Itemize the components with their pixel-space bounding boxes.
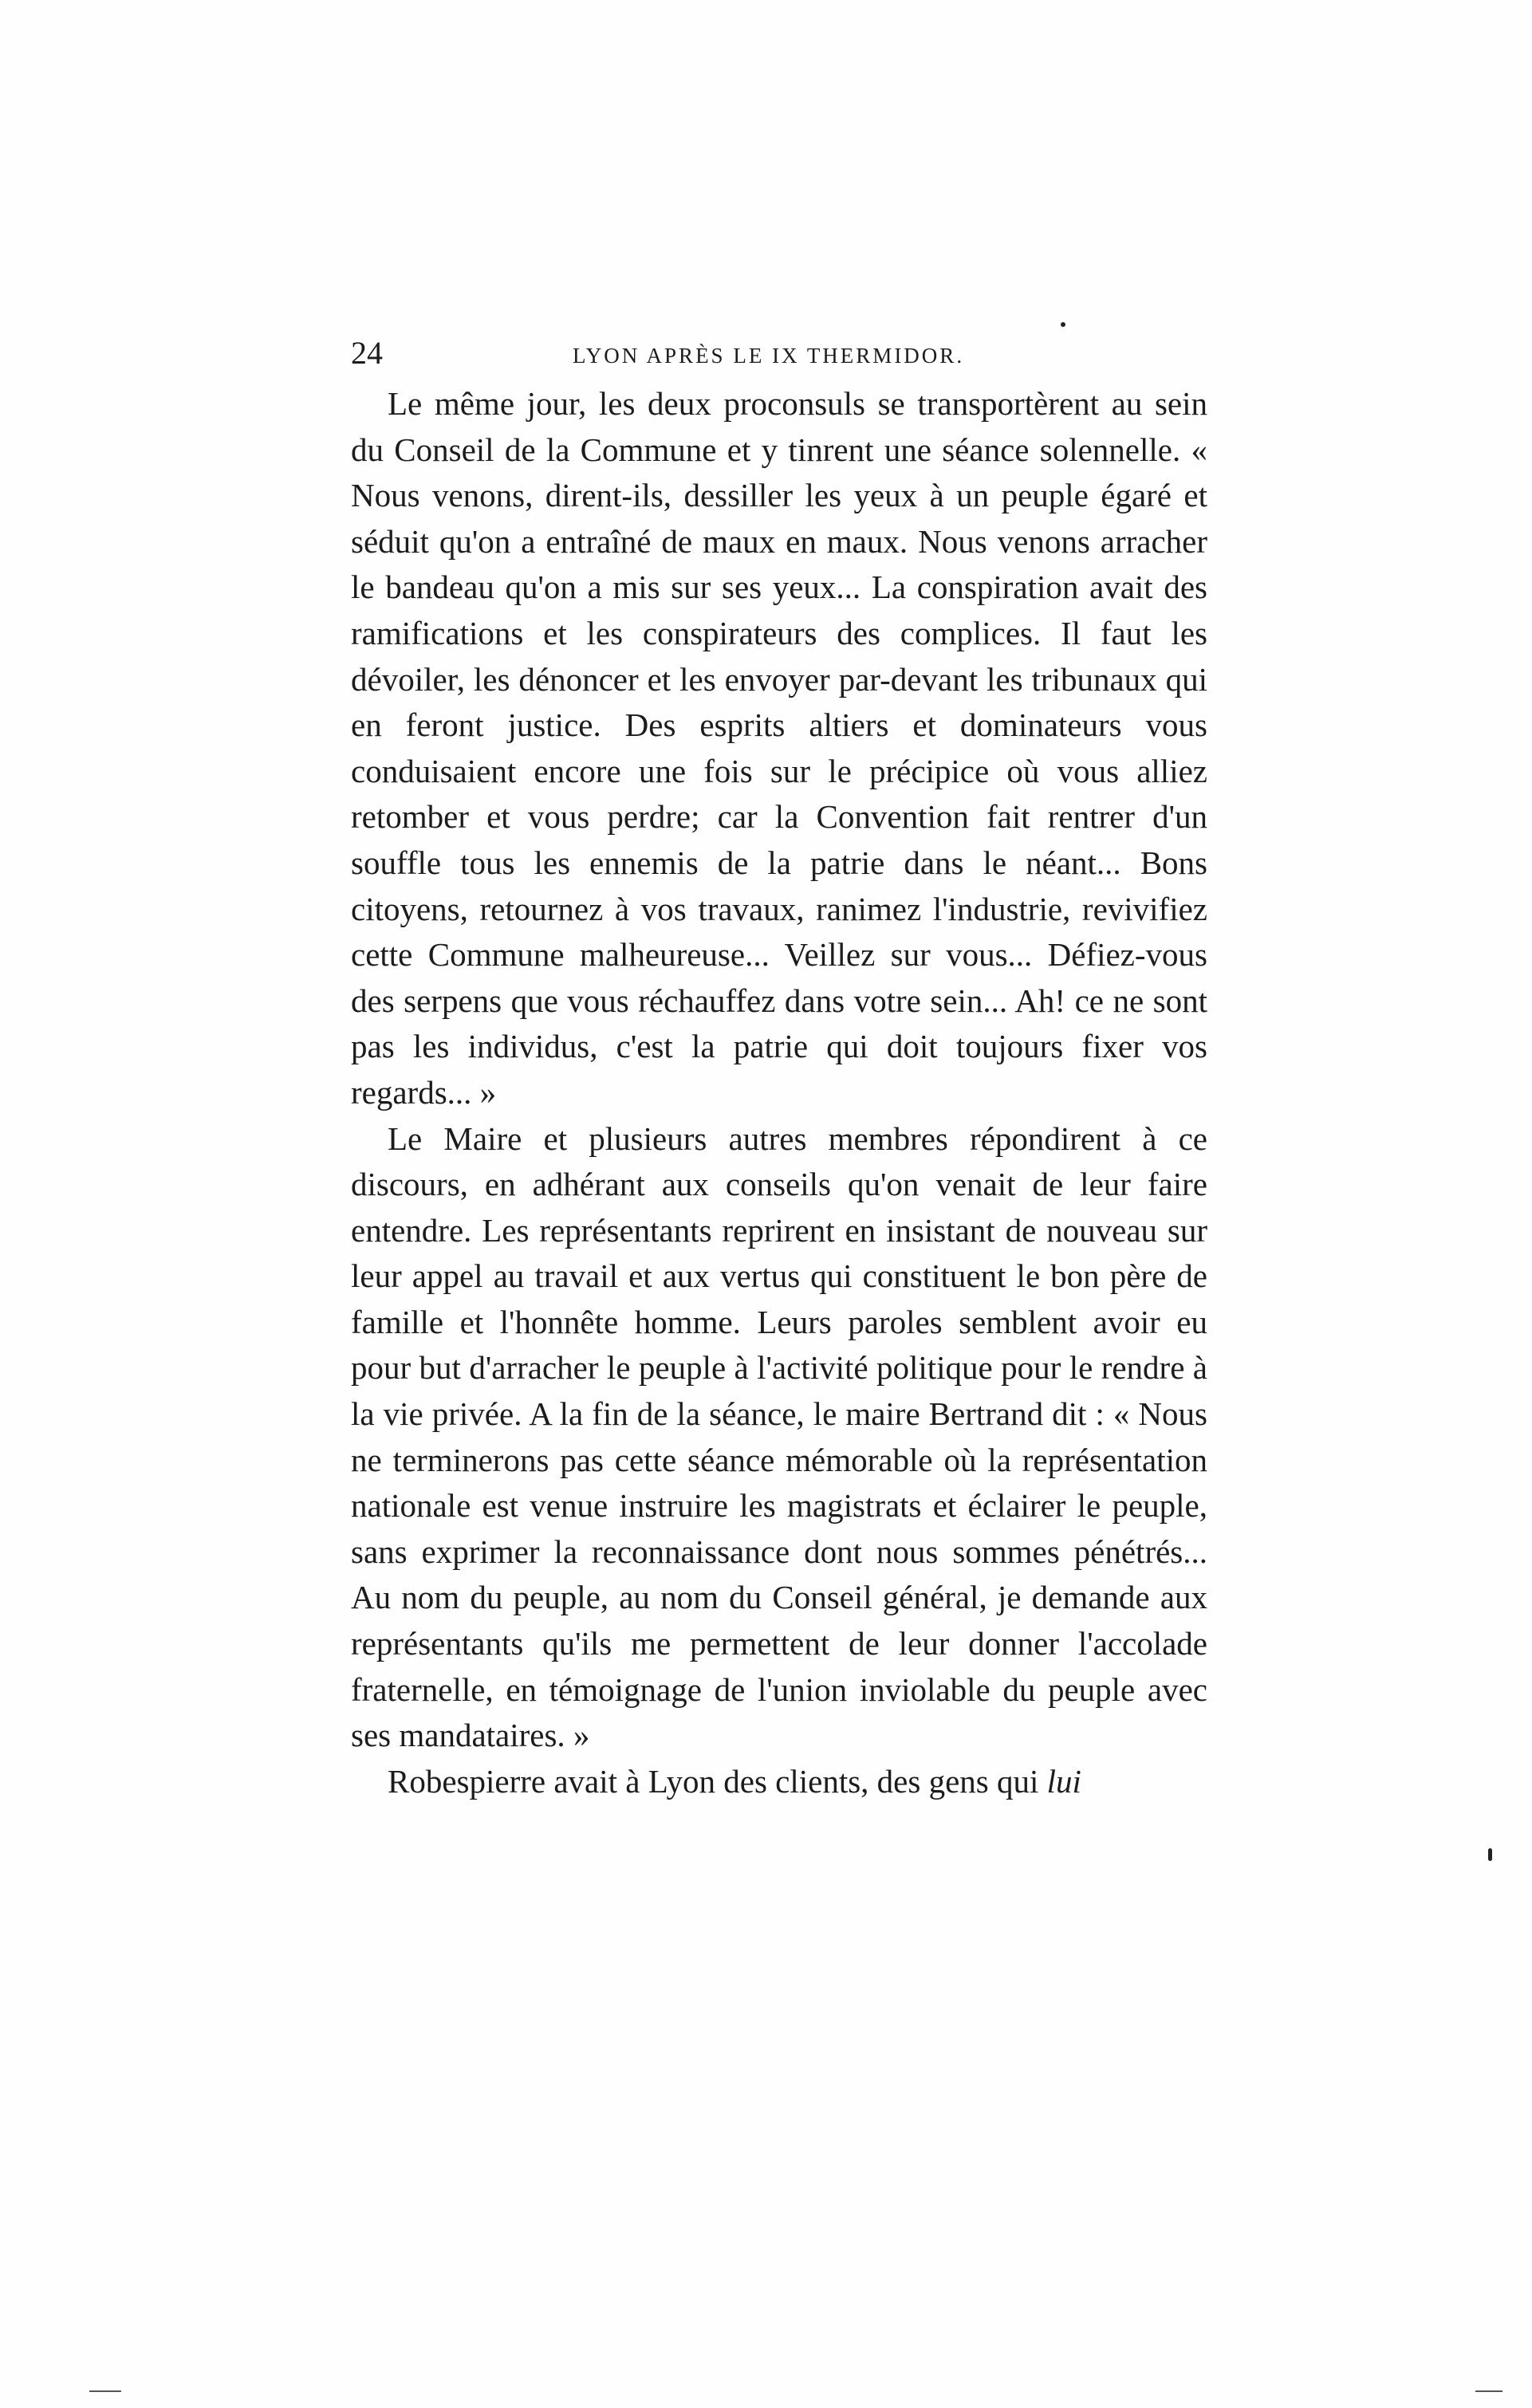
- page-number: 24: [351, 335, 383, 371]
- scan-speck: [1061, 322, 1065, 327]
- body-text: [351, 381, 1207, 1804]
- paragraph-2: Le Maire et plusieurs autres membres répondirent à ce discours, en adhérant aux conseils qu'on venait de leur faire entendre. Les représentants reprirent en insistant de nouveau sur leur appel au travail et aux vertus qui constituent le bon père de famille et l'honnête homme. Leurs paroles semblent avoir eu pour but d'arracher le peuple à l'activité politique pour le rendre à la vie privée. A la fin de la séance, le maire Bertrand dit : « Nous ne terminerons pas cette séance mémorable où la représentation nationale est venue instruire les magistrats et éclairer le peuple, sans exprimer la reconnaissance dont nous sommes pénétrés... Au nom du peuple, au nom du Conseil général, je demande aux représentants qu'ils me permettent de leur donner l'accolade fraternelle, en témoignage de l'union inviolable du peuple avec ses mandataires. »: [351, 1119, 1207, 1754]
- paragraph-1: Le même jour, les deux proconsuls se transportèrent au sein du Conseil de la Commune et y tinrent une séance solennelle. « Nous venons, dirent-ils, dessiller les yeux à un peuple égaré et séduit qu'on a entraîné de maux en maux. Nous venons arracher le bandeau qu'on a mis sur ses yeux... La conspiration avait des ramifications et les conspirateurs des complices. Il faut les dévoiler, les dénoncer et les envoyer par-devant les tribunaux qui en feront justice. Des esprits altiers et dominateurs vous conduisaient encore une fois sur le précipice où vous alliez retomber et vous perdre; car la Convention fait rentrer d'un souffle tous les ennemis de la patrie dans le néant... Bons citoyens, retournez à vos travaux, ranimez l'industrie, revivifiez cette Commune malheureuse... Veillez sur vous... Défiez-vous des serpens que vous réchauffez dans votre sein... Ah! ce ne sont pas les individus, c'est la patrie qui doit toujours fixer vos regards... »: [351, 385, 1207, 1111]
- scan-edge-mark: [89, 2390, 121, 2392]
- scan-edge-mark: [1475, 2390, 1502, 2392]
- paragraph-3: [351, 1759, 1207, 1805]
- running-head: [351, 333, 1212, 373]
- paragraph-3-text: Robespierre avait à Lyon des clients, des gens qui: [388, 1762, 1039, 1800]
- paragraph-3-italic-word: lui: [1046, 1762, 1081, 1800]
- scan-speck: [1488, 1848, 1492, 1861]
- running-title: LYON APRÈS LE IX THERMIDOR.: [573, 344, 965, 368]
